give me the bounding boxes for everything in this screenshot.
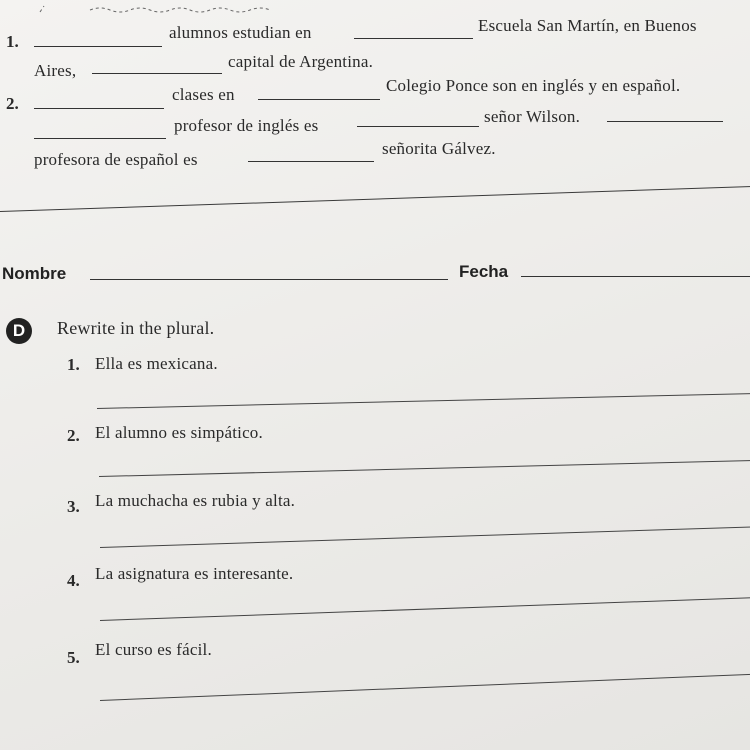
sentence-text: profesora de español es [34,150,198,169]
item-number: 1. [6,32,19,51]
sentence-text: señorita Gálvez. [382,139,496,158]
answer-line[interactable] [97,393,750,409]
fill-blank[interactable] [34,46,162,47]
answer-line[interactable] [100,597,750,621]
exercise-number: 4. [67,571,80,590]
sentence-text: profesor de inglés es [174,116,319,135]
exercise-number: 2. [67,426,80,445]
fill-blank[interactable] [354,38,473,39]
exercise-sentence: El alumno es simpático. [95,423,263,442]
page-separator-rule [0,186,750,212]
exercise-sentence: La muchacha es rubia y alta. [95,491,296,510]
exercise-number: 5. [67,648,80,667]
sentence-text: clases en [172,85,235,104]
fill-blank[interactable] [248,161,374,162]
fill-blank[interactable] [92,73,222,74]
answer-line[interactable] [100,674,750,701]
sentence-text: Escuela San Martín, en Buenos [478,16,697,35]
fill-blank[interactable] [34,108,164,109]
answer-line[interactable] [99,460,750,477]
exercise-sentence: El curso es fácil. [95,640,212,659]
fill-blank[interactable] [607,121,723,122]
exercise-sentence: La asignatura es interesante. [95,564,294,583]
exercise-number: 1. [67,355,80,374]
fill-blank[interactable] [34,138,166,139]
fill-blank[interactable] [258,99,380,100]
sentence-text: capital de Argentina. [228,52,374,71]
sentence-text: alumnos estudian en [169,23,312,42]
top-edge-scribble [30,4,275,14]
fecha-label: Fecha [459,262,509,281]
section-instruction: Rewrite in the plural. [57,318,215,338]
section-d-badge: D [6,318,32,344]
sentence-text: señor Wilson. [484,107,581,126]
sentence-text: Aires, [34,61,77,80]
item-number: 2. [6,94,19,113]
exercise-sentence: Ella es mexicana. [95,354,218,373]
nombre-label: Nombre [2,264,67,283]
exercise-number: 3. [67,497,80,516]
sentence-text: Colegio Ponce son en inglés y en español. [386,76,681,95]
fecha-field[interactable] [521,276,750,277]
nombre-field[interactable] [90,279,448,280]
fill-blank[interactable] [357,126,479,127]
answer-line[interactable] [100,527,750,548]
